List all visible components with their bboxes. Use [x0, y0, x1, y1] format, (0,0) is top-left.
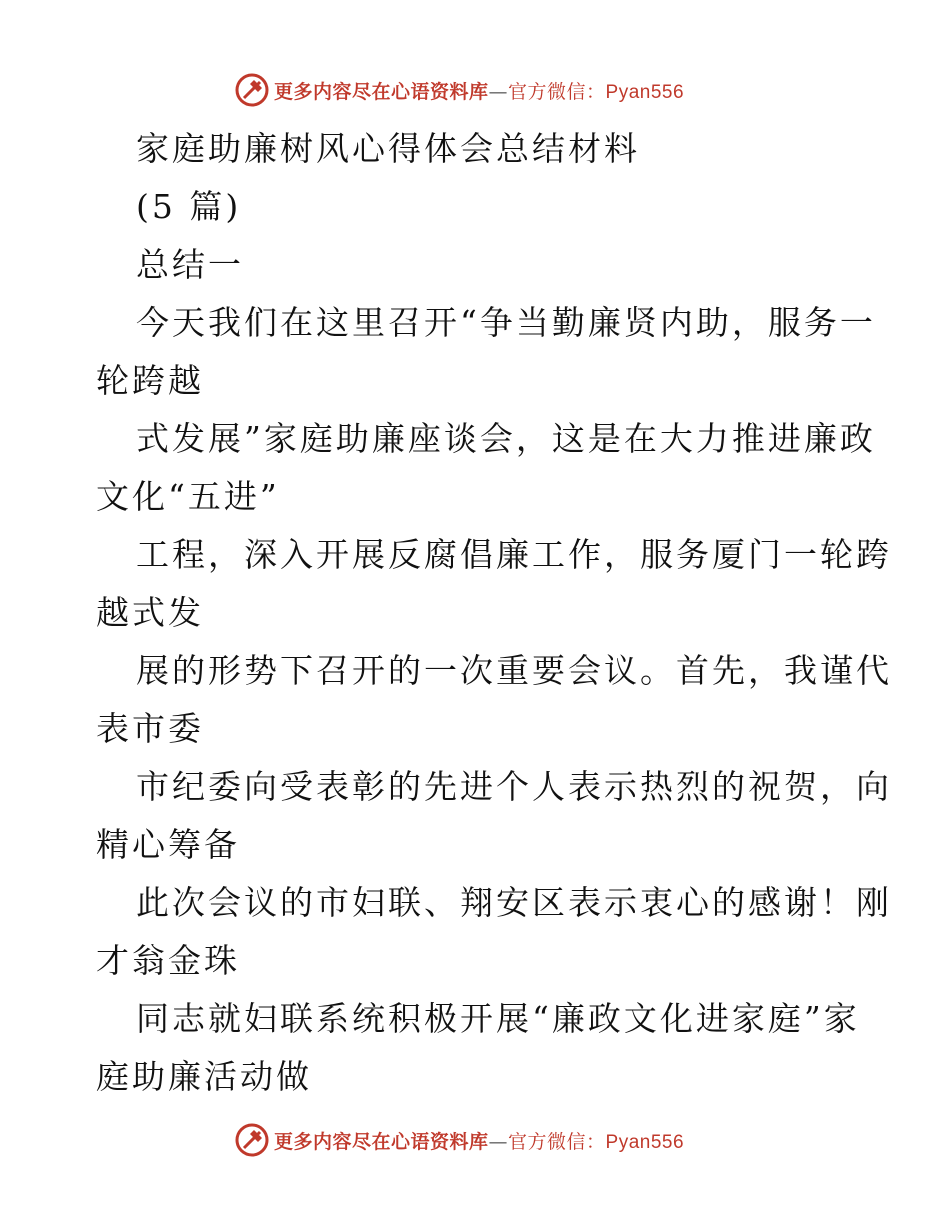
doc-title: 家庭助廉树风心得体会总结材料 — [136, 129, 640, 168]
footer-banner — [232, 1120, 684, 1160]
paragraph-line: 市纪委向受表彰的先进个人表示热烈的祝贺，向 — [136, 767, 892, 806]
paragraph-line: 庭助廉活动做 — [96, 1057, 312, 1096]
banner-dash: — — [488, 1130, 509, 1153]
paragraph-line: 今天我们在这里召开“争当勤廉贤内助，服务一 — [136, 303, 876, 342]
banner-id: Pyan556 — [605, 81, 685, 103]
paragraph-line: 越式发 — [96, 593, 204, 632]
paragraph-line: 式发展”家庭助廉座谈会，这是在大力推进廉政 — [136, 419, 876, 458]
banner-text — [274, 1127, 684, 1154]
logo-icon — [232, 1120, 272, 1160]
header-banner — [232, 70, 684, 110]
section-heading: 总结一 — [136, 245, 244, 284]
paragraph-line: 精心筹备 — [96, 825, 240, 864]
document-body — [96, 120, 892, 1106]
paragraph-line: 文化“五进” — [96, 477, 280, 516]
logo-icon — [232, 70, 272, 110]
paragraph-line: 才翁金珠 — [96, 941, 240, 980]
paragraph-line: 轮跨越 — [96, 361, 204, 400]
paragraph-line: 此次会议的市妇联、翔安区表示衷心的感谢！刚 — [136, 883, 892, 922]
banner-dash: — — [488, 80, 509, 103]
banner-lead: 更多内容尽在心语资料库 — [274, 80, 489, 103]
paragraph-line: 工程，深入开展反腐倡廉工作，服务厦门一轮跨 — [136, 535, 892, 574]
paragraph-line: 展的形势下召开的一次重要会议。首先，我谨代 — [136, 651, 892, 690]
doc-subtitle: (5 篇) — [136, 187, 242, 226]
banner-lead: 更多内容尽在心语资料库 — [274, 1130, 489, 1153]
banner-id: Pyan556 — [605, 1131, 685, 1153]
banner-wechat: 官方微信： — [508, 80, 606, 103]
paragraph-line: 表市委 — [96, 709, 204, 748]
banner-text — [274, 77, 684, 104]
paragraph-line: 同志就妇联系统积极开展“廉政文化进家庭”家 — [136, 999, 860, 1038]
banner-wechat: 官方微信： — [508, 1130, 606, 1153]
